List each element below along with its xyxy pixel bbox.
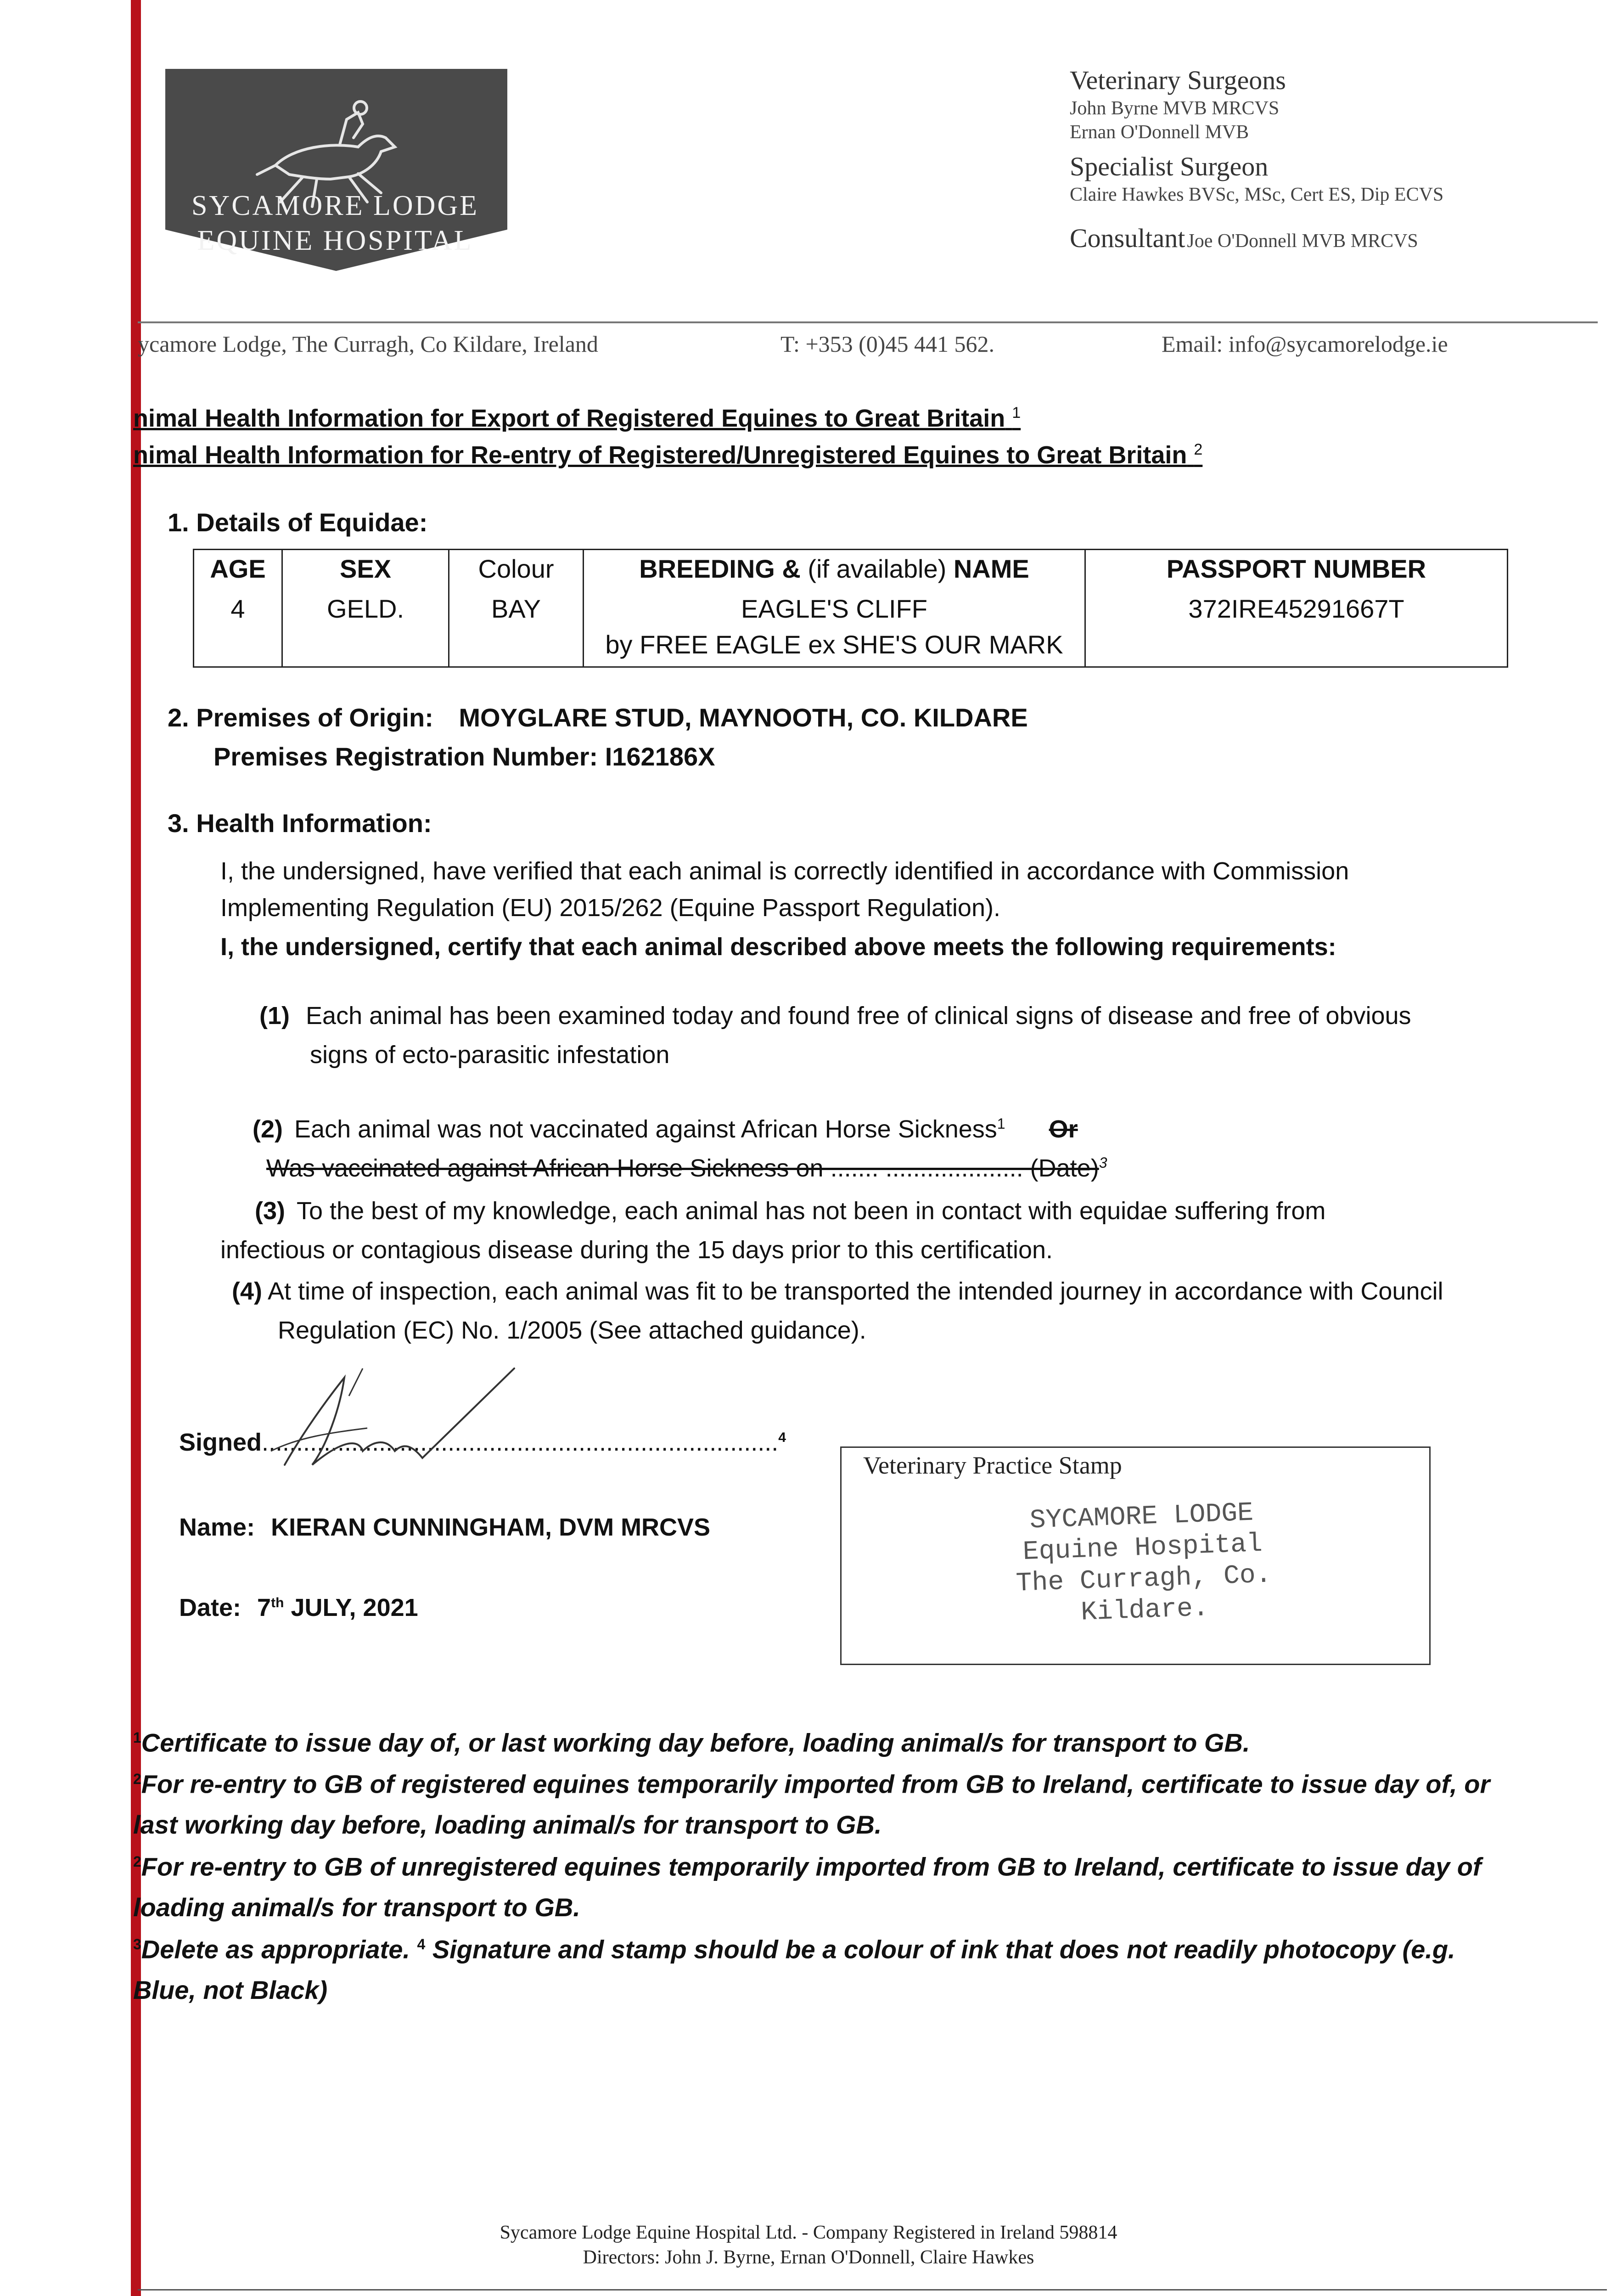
col-breeding-part-2: (if available) [808, 554, 947, 583]
footnote-3-mark: 2 [133, 1853, 141, 1870]
req-2-text-a: Each animal was not vaccinated against African Horse Sickness [294, 1115, 997, 1143]
req-2-alternative [266, 1143, 1107, 1187]
footnote-1-text: Certificate to issue day of, or last working day before, loading animal/s for transport to GB. [141, 1728, 1250, 1757]
practice-stamp [957, 1495, 1329, 1633]
date-label: Date: [179, 1594, 241, 1621]
vet-surgeons-title: Veterinary Surgeons [1070, 65, 1286, 95]
table-row [194, 587, 1508, 667]
requirement-4 [232, 1272, 1443, 1311]
footnote-4-mark-2: 4 [417, 1936, 426, 1953]
req-4-text-a: At time of inspection, each animal was fit to be transported the intended journey in accordance with Council [268, 1277, 1443, 1305]
signed-label: Signed [179, 1429, 262, 1456]
cell-passport: 372IRE45291667T [1085, 587, 1508, 667]
logo-line-1: SYCAMORE LODGE [191, 190, 479, 221]
section-1-heading: 1. Details of Equidae: [168, 508, 428, 537]
section-2-heading: 2. Premises of Origin: [168, 703, 433, 732]
cell-colour: BAY [449, 587, 584, 667]
stamp-label: Veterinary Practice Stamp [863, 1452, 1122, 1479]
footnote-3-text-a: For re-entry to GB of unregistered equines temporarily imported from GB to Ireland, certificate to issue day of [141, 1852, 1482, 1881]
signature-scribble [257, 1359, 533, 1479]
section-2 [168, 703, 1028, 732]
equidae-table [193, 549, 1508, 668]
title-export-footnote: 1 [1012, 404, 1021, 422]
title-reentry-text: nimal Health Information for Re-entry of Registered/Unregistered Equines to Great Britain [133, 441, 1187, 469]
section-3-heading: 3. Health Information: [168, 809, 432, 838]
verify-line-1: I, the undersigned, have verified that each animal is correctly identified in accordance with Commission [220, 857, 1349, 885]
footnote-4-text-b: Signature and stamp should be a colour of ink that does not readily photocopy (e.g. [432, 1935, 1455, 1964]
requirement-1 [259, 996, 1411, 1035]
col-passport: PASSPORT NUMBER [1085, 550, 1508, 588]
footer-divider [138, 2289, 1607, 2290]
specialist-1: Claire Hawkes BVSc, MSc, Cert ES, Dip ECVS [1070, 184, 1444, 205]
footnote-2 [133, 1759, 1556, 1845]
name-line [179, 1513, 710, 1542]
footnote-2-text-b: last working day before, loading animal/s for transport to GB. [133, 1810, 882, 1839]
footnote-4 [133, 1924, 1556, 2010]
company-line-2: Directors: John J. Byrne, Ernan O'Donnell, Claire Hawkes [583, 2247, 1034, 2268]
footnote-4-mark: 3 [133, 1936, 141, 1953]
verify-line-2: Implementing Regulation (EU) 2015/262 (Equine Passport Regulation). [220, 894, 1000, 922]
company-line-1: Sycamore Lodge Equine Hospital Ltd. - Company Registered in Ireland 598814 [500, 2222, 1117, 2243]
footnote-2-mark: 2 [133, 1771, 141, 1787]
staff-list [1070, 64, 1443, 254]
date-day: 7 [257, 1594, 271, 1621]
company-footer [0, 2220, 1617, 2270]
footnote-3-text-b: loading animal/s for transport to GB. [133, 1892, 580, 1922]
title-export [133, 404, 1021, 433]
col-breeding [584, 550, 1085, 588]
email: Email: info@sycamorelodge.ie [1162, 331, 1448, 357]
col-sex: SEX [282, 550, 449, 588]
cell-horse-breeding: by FREE EAGLE ex SHE'S OUR MARK [605, 630, 1063, 659]
footnote-3 [133, 1841, 1556, 1928]
req-3-number: (3) [255, 1197, 285, 1225]
address: ycamore Lodge, The Curragh, Co Kildare, Ireland [138, 331, 598, 357]
stamp-line-1: SYCAMORE LODGE [1029, 1498, 1254, 1536]
req-2-number: (2) [253, 1115, 283, 1143]
logo-text [170, 188, 500, 258]
col-colour: Colour [449, 550, 584, 588]
footnote-1 [133, 1717, 1556, 1763]
date-rest: JULY, 2021 [291, 1594, 418, 1621]
req-1-number: (1) [259, 1002, 290, 1030]
req-1-text-b: signs of ecto-parasitic infestation [310, 1041, 670, 1069]
signed-footnote: 4 [778, 1430, 786, 1445]
consultant-title: Consultant [1070, 223, 1185, 253]
footnote-4-text-c: Blue, not Black) [133, 1975, 328, 2004]
stamp-line-2: Equine Hospital [1022, 1529, 1263, 1568]
req-4-text-b: Regulation (EC) No. 1/2005 (See attached guidance). [278, 1317, 866, 1344]
cell-breeding [584, 587, 1085, 667]
req-2-text-b: Was vaccinated against African Horse Sickness on ....... .................... (Date) [266, 1154, 1099, 1182]
col-breeding-part-1: BREEDING & [639, 554, 801, 583]
req-1-text-a: Each animal has been examined today and found free of clinical signs of disease and free of obvious [306, 1002, 1411, 1030]
premises-origin: MOYGLARE STUD, MAYNOOTH, CO. KILDARE [459, 703, 1028, 732]
date-suffix: th [271, 1595, 284, 1610]
title-reentry [133, 441, 1202, 469]
cell-horse-name: EAGLE'S CLIFF [741, 594, 927, 623]
req-3-text-b: infectious or contagious disease during the 15 days prior to this certification. [220, 1236, 1053, 1264]
specialist-title: Specialist Surgeon [1070, 152, 1269, 181]
col-age: AGE [194, 550, 282, 588]
req-2-or: Or [1049, 1115, 1078, 1143]
phone: T: +353 (0)45 441 562. [780, 331, 994, 357]
signed-dots: ........................................................................... [262, 1429, 779, 1456]
title-export-text: nimal Health Information for Export of Registered Equines to Great Britain [133, 405, 1005, 432]
letterhead-divider [138, 321, 1598, 323]
certify-line: I, the undersigned, certify that each animal described above meets the following requirements: [220, 933, 1336, 961]
table-header-row [194, 550, 1508, 588]
logo-line-2: EQUINE HOSPITAL [197, 225, 473, 256]
title-reentry-footnote: 2 [1194, 441, 1203, 458]
requirement-2 [253, 1104, 1078, 1148]
req-2-footnote: 1 [997, 1115, 1005, 1132]
requirement-3 [255, 1192, 1325, 1230]
footnote-4-text-a: Delete as appropriate. [141, 1935, 410, 1964]
vet-surgeon-2: Ernan O'Donnell MVB [1070, 122, 1249, 143]
name-value: KIERAN CUNNINGHAM, DVM MRCVS [271, 1514, 711, 1541]
premises-registration: Premises Registration Number: I162186X [213, 742, 715, 771]
footnote-2-text-a: For re-entry to GB of registered equines temporarily imported from GB to Ireland, certificate to issue day of, or [141, 1769, 1490, 1799]
cell-age: 4 [194, 587, 282, 667]
req-2-b-footnote: 3 [1099, 1154, 1107, 1171]
col-breeding-part-3: NAME [953, 554, 1029, 583]
name-label: Name: [179, 1514, 255, 1541]
date-line [179, 1593, 418, 1622]
req-3-text-a: To the best of my knowledge, each animal has not been in contact with equidae suffering from [297, 1197, 1326, 1225]
stamp-line-3: The Curragh, Co. Kildare. [1015, 1560, 1272, 1628]
cell-sex: GELD. [282, 587, 449, 667]
consultant-1: Joe O'Donnell MVB MRCVS [1187, 231, 1418, 252]
req-4-number: (4) [232, 1277, 262, 1305]
footnote-1-mark: 1 [133, 1729, 141, 1746]
vet-surgeon-1: John Byrne MVB MRCVS [1070, 98, 1280, 119]
